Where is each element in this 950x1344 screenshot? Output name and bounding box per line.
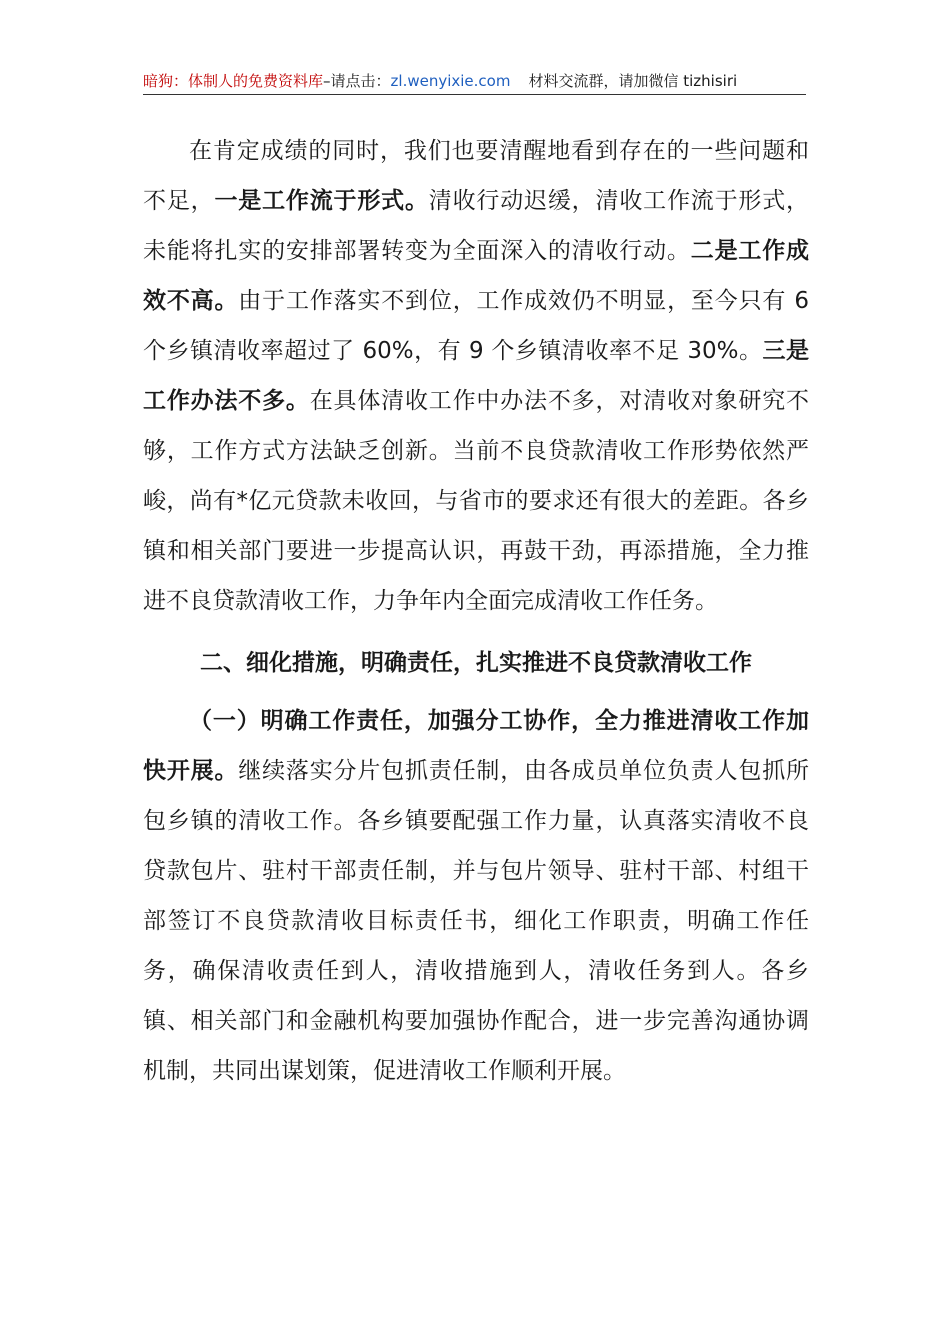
point3-text: 在具体清收工作中办法不多，对清收对象研究不够，工作方式方法缺乏创新。当前不良贷款清收工作形势依然严峻，尚有*亿元贷款未收回，与省市的要求还有很大的差距。各乡镇和相关部门要进一步提高认识，再鼓干劲，再添措施，全力推进不良贷款清收工作，力争年内全面完成清收工作任务。 (143, 388, 810, 614)
document-body (143, 126, 809, 1096)
subsection1-title: （一）明确工作责任，加强分工协作，全力推进清收工作加快开展。 (143, 708, 809, 784)
header-group-text: 材料交流群，请加微信 tizhisiri (528, 72, 738, 90)
page-header (143, 68, 806, 95)
point3-title: 三是工作办法不多。 (143, 338, 809, 414)
header-url-link[interactable]: zl.wenyixie.com (390, 72, 511, 90)
header-site-name: 暗狗：体制人的免费资料库 (143, 72, 324, 90)
point2-title: 二是工作成效不高。 (143, 238, 810, 314)
header-click-prefix: –请点击： (323, 72, 391, 90)
section-heading: 二、细化措施，明确责任，扎实推进不良贷款清收工作 (200, 650, 752, 676)
paragraph-problems (143, 126, 809, 626)
point1-title: 一是工作流于形式。 (214, 188, 429, 214)
paragraph-responsibility (143, 696, 809, 1096)
paragraph-intro: 在肯定成绩的同时，我们也要清醒地看到存在的一些问题和不足， (143, 138, 809, 214)
subsection1-text: 继续落实分片包抓责任制，由各成员单位负责人包抓所包乡镇的清收工作。各乡镇要配强工作力量，认真落实清收不良贷款包片、驻村干部责任制，并与包片领导、驻村干部、村组干部签订不良贷款清收目标责任书，细化工作职责，明确工作任务，确保清收责任到人，清收措施到人，清收任务到人。各乡镇、相关部门和金融机构要加强协作配合，进一步完善沟通协调机制，共同出谋划策，促进清收工作顺利开展。 (143, 758, 810, 1084)
point1-text: 清收行动迟缓，清收工作流于形式，未能将扎实的安排部署转变为全面深入的清收行动。 (143, 188, 810, 264)
point2-text: 由于工作落实不到位，工作成效仍不明显，至今只有 6 个乡镇清收率超过了 60%，有 9 个乡镇清收率不足 30%。 (143, 288, 809, 364)
